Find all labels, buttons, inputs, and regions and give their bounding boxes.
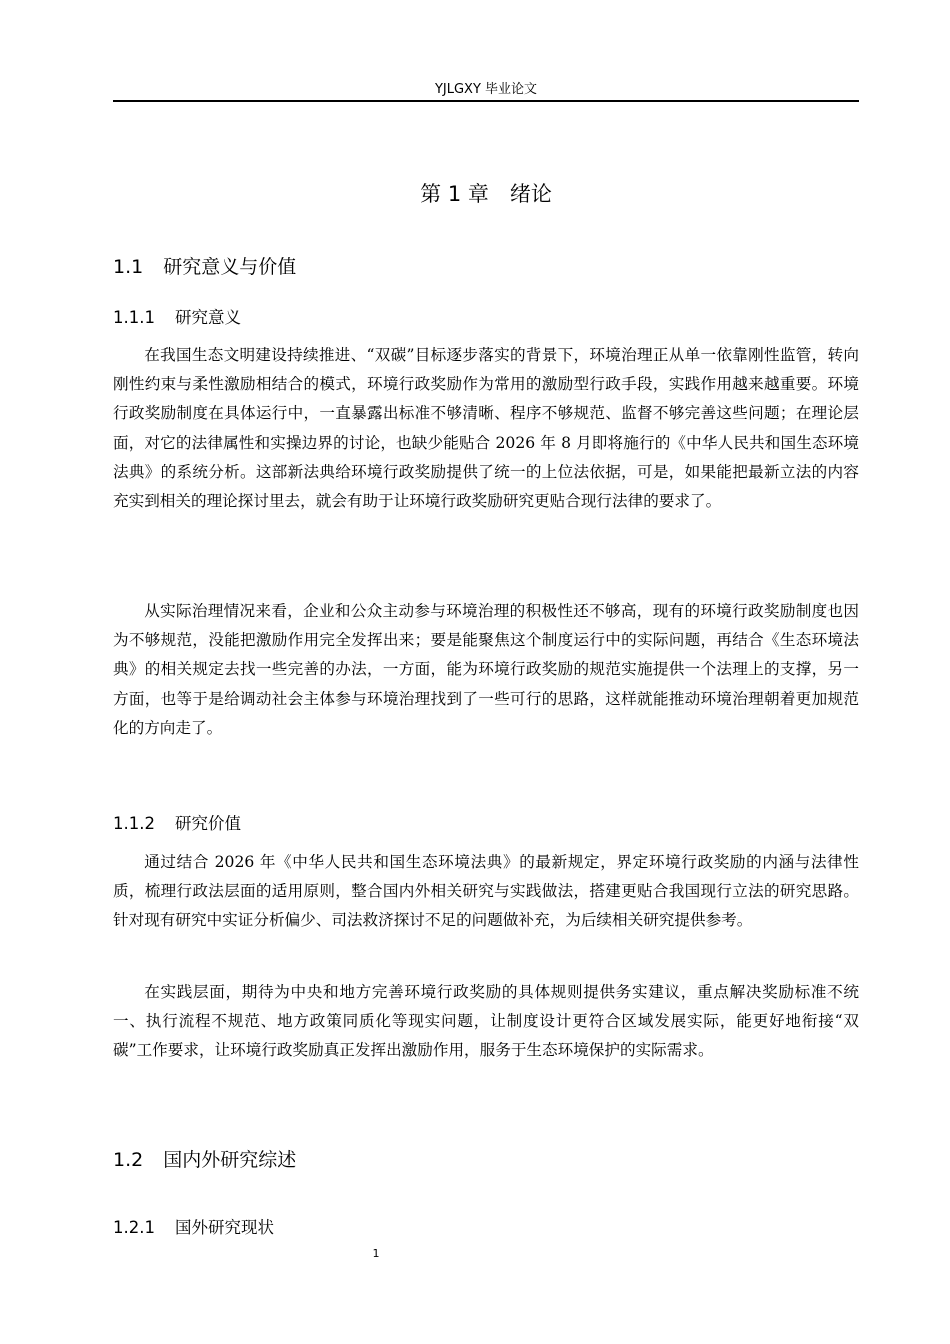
section-title: 国内外研究综述 [163, 1149, 297, 1171]
section-title: 研究意义与价值 [163, 256, 297, 278]
paragraph: 在我国生态文明建设持续推进、“双碳”目标逐步落实的背景下，环境治理正从单一依靠刚性监管，转向刚性约束与柔性激励相结合的模式，环境行政奖励作为常用的激励型行政手段，实践作用越来越重要。环境行政奖励制度在具体运行中，一直暴露出标准不够清晰、程序不够规范、监督不够完善这些问题；在理论层面，对它的法律属性和实操边界的讨论，也缺少能贴合 2026 年 8 月即将施行的《中华人民共和国生态环境法典》的系统分析。这部新法典给环境行政奖励提供了统一的上位法依据，可是，如果能把最新立法的内容充实到相关的理论探讨里去，就会有助于让环境行政奖励研究更贴合现行法律的要求了。 [113, 346, 859, 511]
paragraph: 在实践层面，期待为中央和地方完善环境行政奖励的具体规则提供务实建议，重点解决奖励标准不统一、执行流程不规范、地方政策同质化等现实问题，让制度设计更符合区域发展实际，能更好地衔接“双碳”工作要求，让环境行政奖励真正发挥出激励作用，服务于生态环境保护的实际需求。 [113, 983, 859, 1060]
paragraph: 从实际治理情况来看，企业和公众主动参与环境治理的积极性还不够高，现有的环境行政奖励制度也因为不够规范，没能把激励作用完全发挥出来；要是能聚焦这个制度运行中的实际问题，再结合《生态环境法典》的相关规定去找一些完善的办法，一方面，能为环境行政奖励的规范实施提供一个法理上的支撑，另一方面，也等于是给调动社会主体参与环境治理找到了一些可行的思路，这样就能推动环境治理朝着更加规范化的方向走了。 [113, 602, 859, 737]
page-number: 1 [372, 1247, 380, 1260]
chapter-title: 第 1 章 绪论 [420, 182, 552, 206]
header-rule [113, 100, 859, 102]
running-header: YJLGXY 毕业论文 [434, 82, 538, 97]
subsection-title: 研究价值 [174, 814, 241, 833]
paragraph: 通过结合 2026 年《中华人民共和国生态环境法典》的最新规定，界定环境行政奖励的内涵与法律性质，梳理行政法层面的适用原则，整合国内外相关研究与实践做法，搭建更贴合我国现行立法的研究思路。针对现有研究中实证分析偏少、司法救济探讨不足的问题做补充，为后续相关研究提供参考。 [113, 853, 859, 930]
subsection-title: 国外研究现状 [174, 1218, 274, 1237]
subsection-number: 1.1.1 [113, 308, 155, 327]
subsection-heading-1-1-2 [113, 810, 241, 834]
subsection-heading-1-2-1 [113, 1214, 274, 1238]
section-number: 1.2 [113, 1149, 144, 1171]
section-heading-1-2 [113, 1145, 296, 1172]
subsection-heading-1-1-1 [113, 304, 241, 328]
section-number: 1.1 [113, 256, 144, 278]
subsection-number: 1.2.1 [113, 1218, 155, 1237]
subsection-number: 1.1.2 [113, 814, 155, 833]
section-heading-1-1 [113, 252, 296, 279]
subsection-title: 研究意义 [174, 308, 241, 327]
